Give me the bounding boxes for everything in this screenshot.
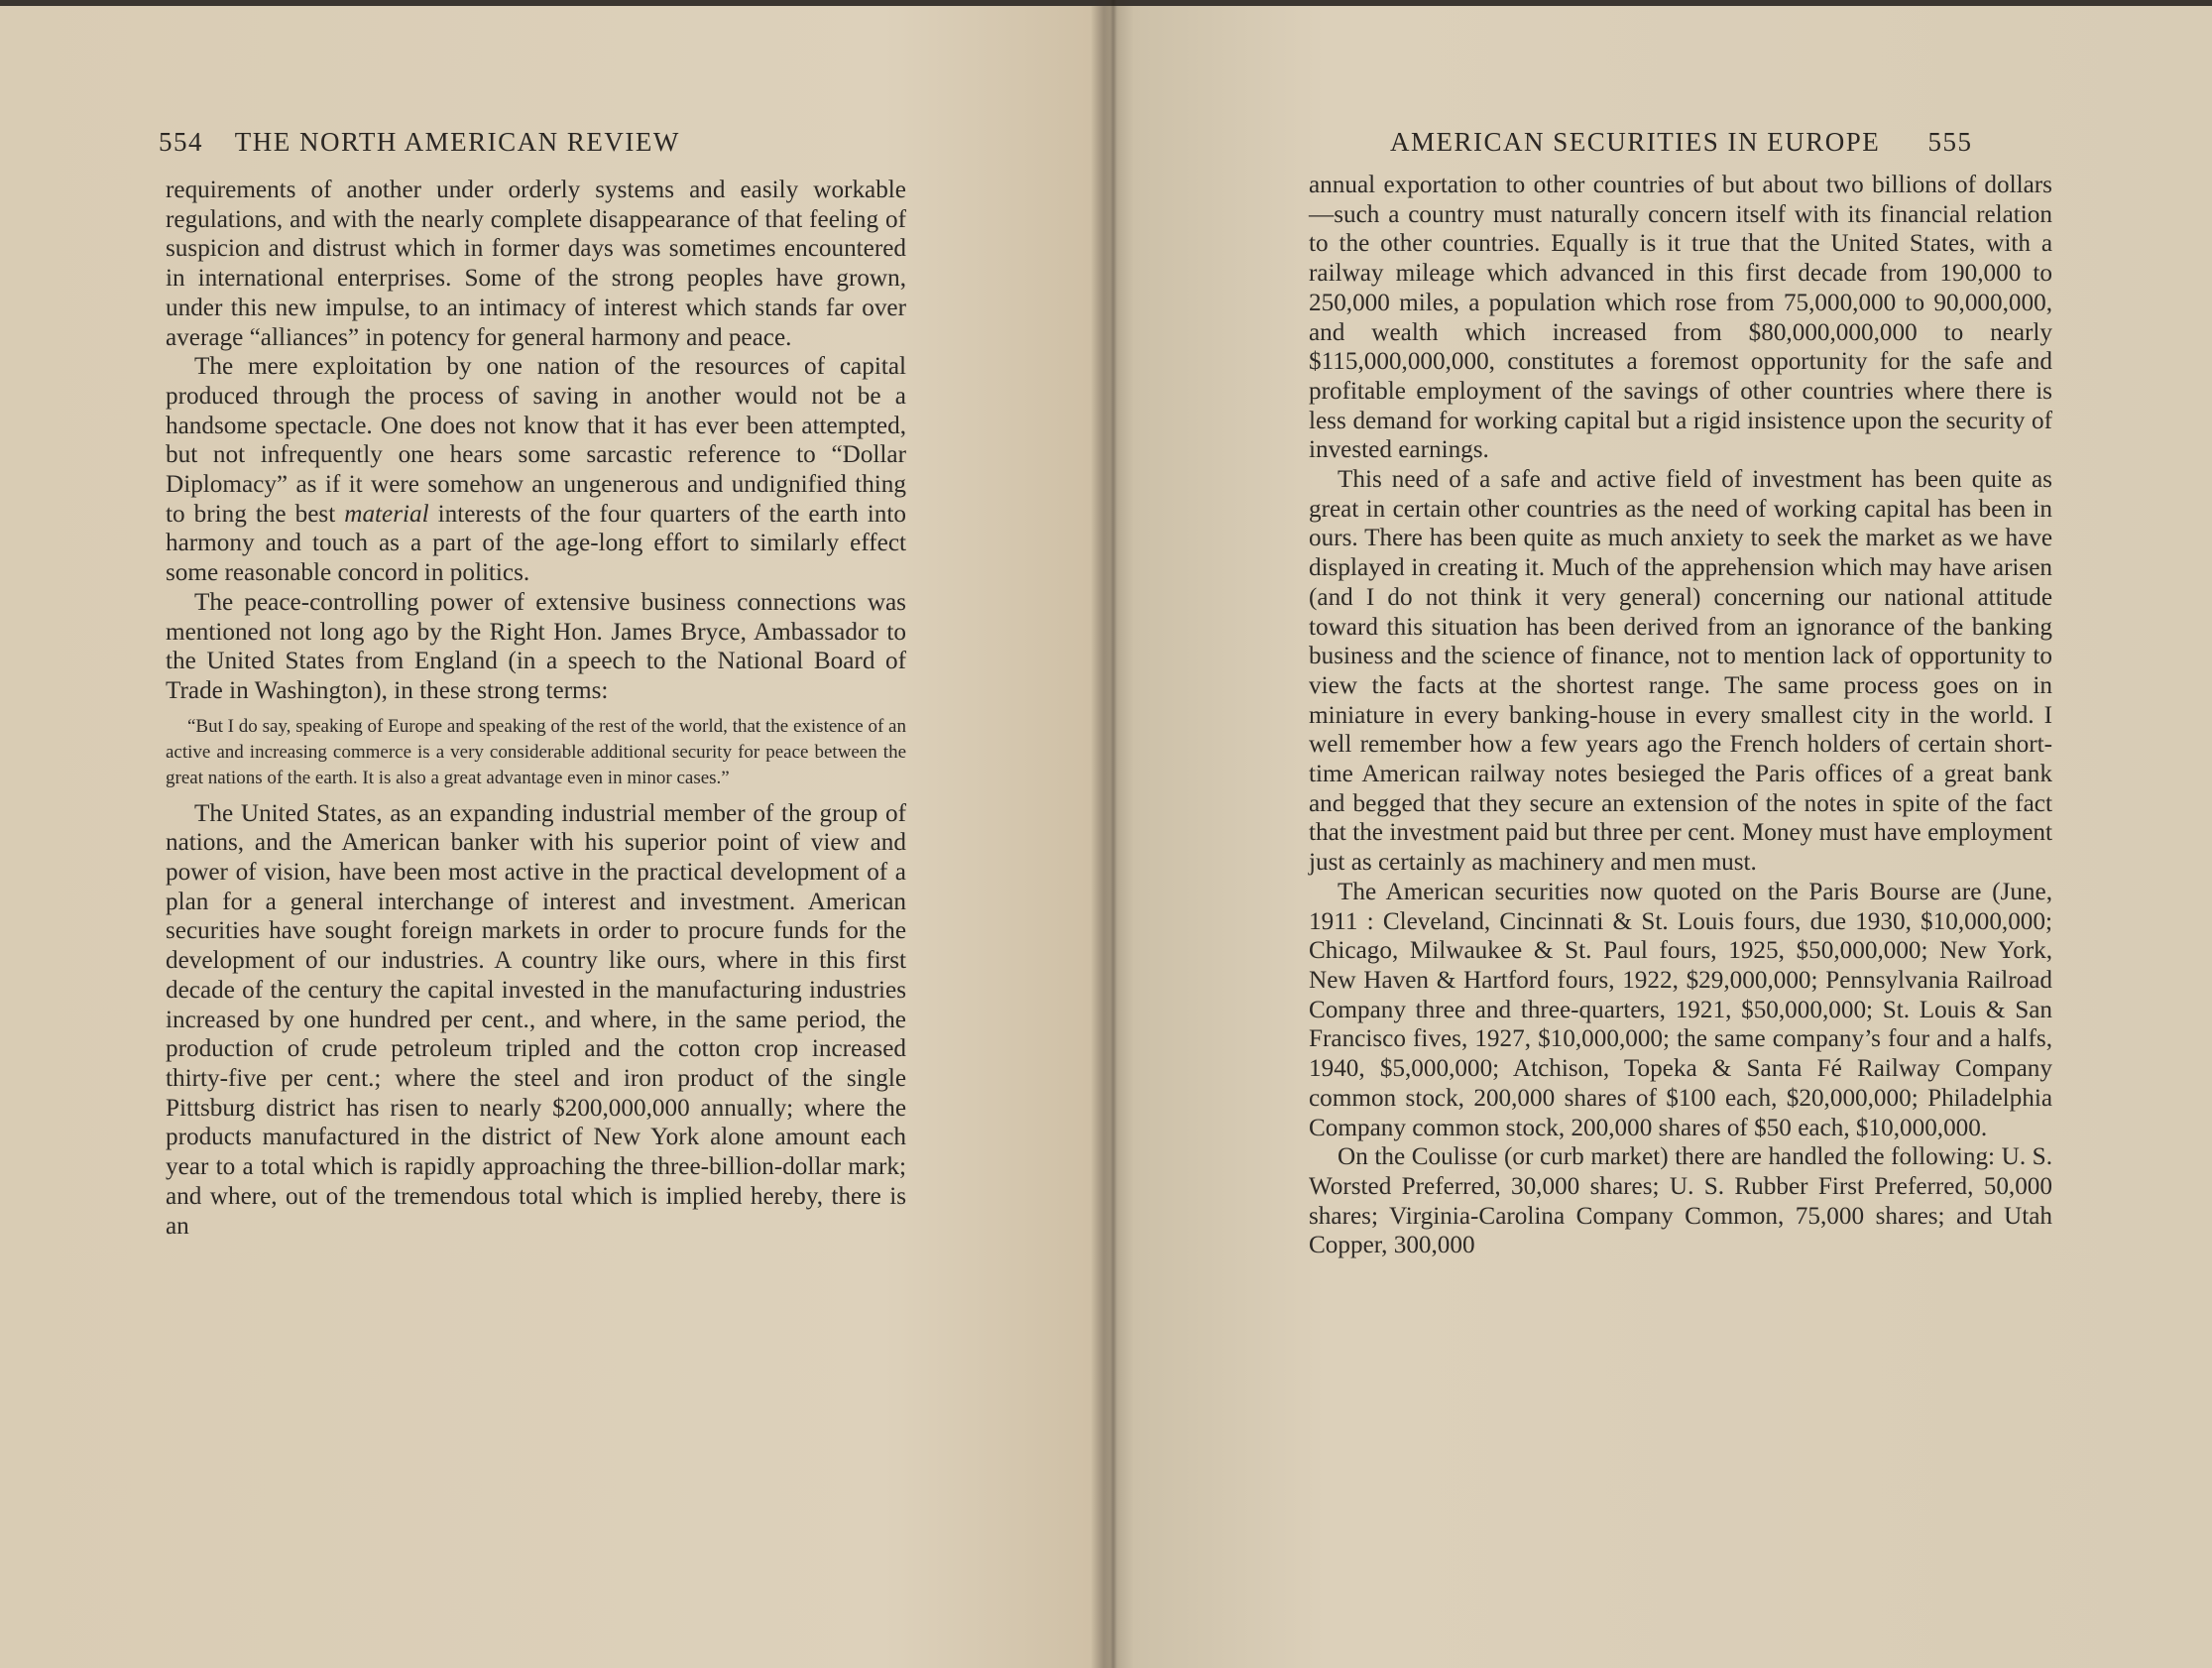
left-paragraph-2: The mere exploitation by one nation of the resources of capital produced through the process of saving in another would not be a handsome spectacle. One does not know that it has ever been attempted, but not infrequently one hears some sarcastic reference to “Dollar Diplomacy” as if it were somehow an ungenerous and undignified thing to bring the best material interests of the four quarters of the earth into harmony and touch as a part of the age-long effort to similarly effect some reasonable concord in politics.: [166, 353, 906, 587]
left-page-header: [159, 127, 680, 158]
right-page-header: [1390, 127, 1973, 158]
right-paragraph-1: annual exportation to other countries of but about two billions of dollars—such a country must naturally concern itself with its financial relation to the other countries. Equally is it true that the United States, with a railway mileage which advanced in this first decade from 190,000 to 250,000 miles, a population which rose from 75,000,000 to 90,000,000, and wealth which increased from $80,000,000,000 to nearly $115,000,000,000, constitutes a foremost opportunity for the safe and profitable employment of the savings of other countries where there is less demand for working capital but a rigid insistence upon the security of invested earnings.: [1309, 172, 2052, 464]
right-paragraph-4: On the Coulisse (or curb market) there are handled the following: U. S. Worsted Preferred, 30,000 shares; U. S. Rubber First Preferred, 50,000 shares; Virginia-Carolina Company Common, 75,000 shares; and Utah Copper, 300,000: [1309, 1143, 2052, 1259]
left-paragraph-1: requirements of another under orderly systems and easily workable regulations, and with the nearly complete disappearance of that feeling of suspicion and distrust which in former days was sometimes encountered in international enterprises. Some of the strong peoples have grown, under this new impulse, to an intimacy of interest which stands far over average “alliances” in potency for general harmony and peace.: [166, 177, 906, 351]
right-running-head: AMERICAN SECURITIES IN EUROPE: [1390, 127, 1881, 157]
right-paragraph-2: This need of a safe and active field of investment has been quite as great in certain other countries as the need of working capital has been in ours. There has been quite as much anxiety to seek the market as we have displayed in creating it. Much of the apprehension which may have arisen (and I do not think it very general) concerning our national attitude toward this situation has been derived from an ignorance of the banking business and the science of finance, not to mention lack of opportunity to view the facts at the shortest range. The same process goes on in miniature in every banking-house in every smallest city in the world. I well remember how a few years ago the French holders of certain short-time American railway notes besieged the Paris offices of a great bank and begged that they secure an extension of the notes in spite of the fact that the investment paid but three per cent. Money must have employment just as certainly as machinery and men must.: [1309, 466, 2052, 877]
right-page: [1110, 0, 2212, 1668]
left-running-head: THE NORTH AMERICAN REVIEW: [234, 127, 680, 157]
left-paragraph-3: The peace-controlling power of extensive business connections was mentioned not long ago by the Right Hon. James Bryce, Ambassador to the United States from England (in a speech to the National Board of Trade in Washington), in these strong terms:: [166, 588, 906, 704]
left-page-text: [166, 176, 906, 1241]
left-page: [0, 0, 1101, 1668]
right-page-number: 555: [1927, 127, 1973, 157]
left-paragraph-4: The United States, as an expanding industrial member of the group of nations, and the American banker with his superior point of view and power of vision, have been most active in the practical development of a plan for a general interchange of interest and investment. American securities have sought foreign markets in order to procure funds for the development of our industries. A country like ours, where in this first decade of the century the capital invested in the manufacturing industries increased by one hundred per cent., and where, in the same period, the production of crude petroleum tripled and the cotton crop increased thirty-five per cent.; where the steel and iron product of the single Pittsburg district has risen to nearly $200,000,000 annually; where the products manufactured in the district of New York alone amount each year to a total which is rapidly approaching the three-billion-dollar mark; and where, out of the tremendous total which is implied hereby, there is an: [166, 799, 906, 1240]
right-page-text: [1309, 171, 2052, 1260]
left-page-number: 554: [159, 127, 203, 157]
right-paragraph-3: The American securities now quoted on the Paris Bourse are (June, 1911 : Cleveland, Cincinnati & St. Louis fours, due 1930, $10,000,000; Chicago, Milwaukee & St. Paul fours, 1925, $50,000,000; New York, New Haven & Hartford fours, 1922, $29,000,000; Pennsylvania Railroad Company three and three-quarters, 1921, $50,000,000; St. Louis & San Francisco fives, 1927, $10,000,000; the same company’s four and a halfs, 1940, $5,000,000; Atchison, Topeka & Santa Fé Railway Company common stock, 200,000 shares of $100 each, $20,000,000; Philadelphia Company common stock, 200,000 shares of $50 each, $10,000,000.: [1309, 878, 2052, 1141]
bryce-quotation: “But I do say, speaking of Europe and speaking of the rest of the world, that the existence of an active and increasing commerce is a very considerable additional security for peace between the great nations of the earth. It is also a great advantage even in minor cases.”: [166, 715, 906, 788]
